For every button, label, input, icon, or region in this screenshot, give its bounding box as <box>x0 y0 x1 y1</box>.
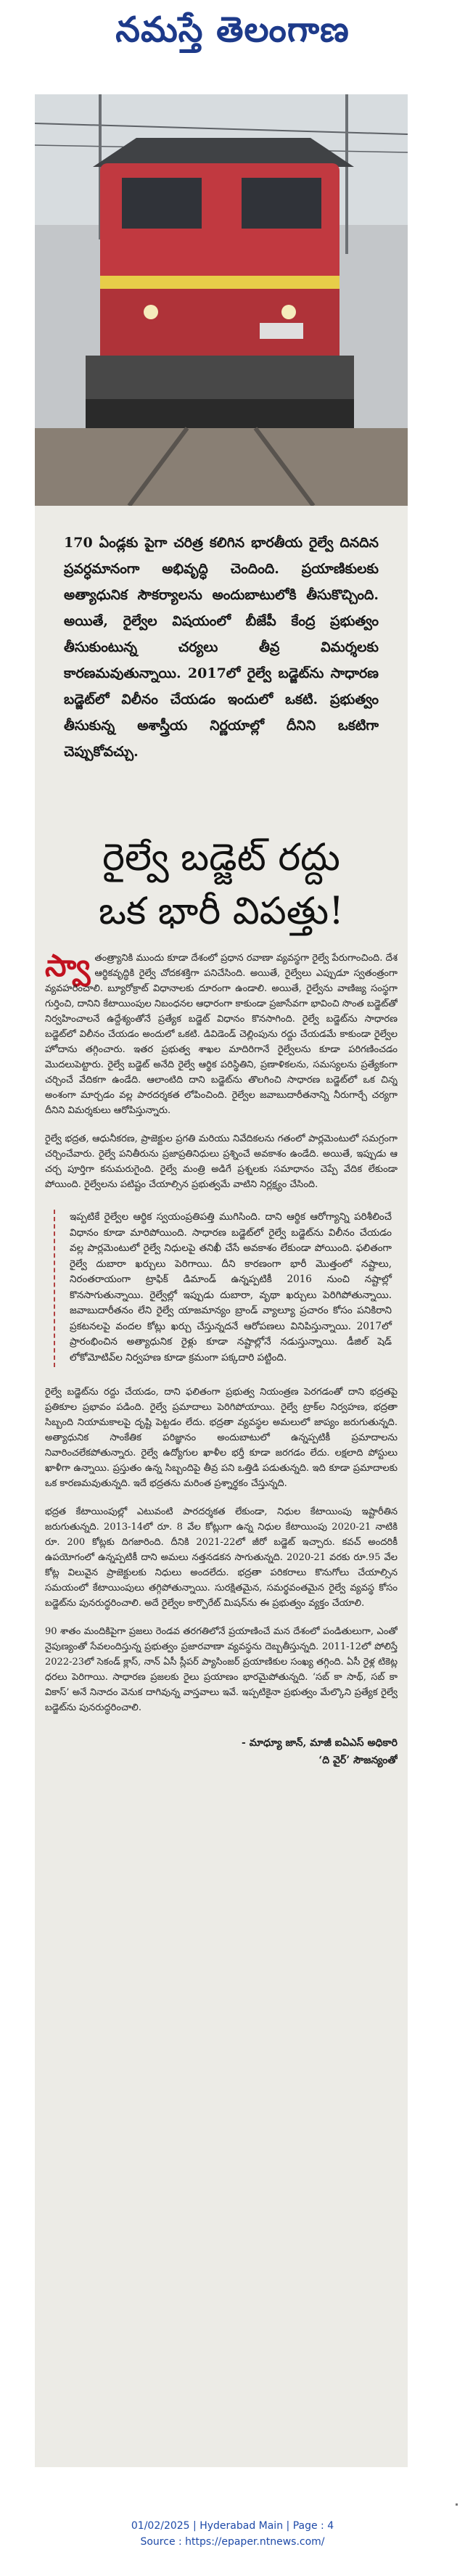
page-mark <box>456 2503 458 2506</box>
byline-author: - మాధ్యూ జాన్‌, మాజీ ఐఏఎస్‌ అధికారి <box>242 1737 398 1749</box>
byline <box>45 1734 398 1769</box>
footer-edition-info: 01/02/2025 | Hyderabad Main | Page : 4 <box>131 2520 334 2532</box>
body-paragraph-1-text: తంత్ర్యానికి ముందు కూడా దేశంలో ప్రధాన రవాణా వ్యవస్థగా రైల్వే పేరుగాంచింది. దేశ ఆర్థికవృద్ధికి రైల్వే చోదకశక్తిగా పనిచేసింది. అయితే, రైల్వేలు ఎప్పుడూ స్వతంత్రంగా వ్యవహరించాలి. బ్యూరోక్రాట్‌ విధానాలకు దూరంగా ఉండాలి. అయితే, రైల్వేను వాణిజ్య సంస్థగా గుర్తించి, దానిని కేటాయింపుల నిబంధనల ఆధారంగా కాకుండా ప్రజాసేవగా భావించి సొంత బడ్జెట్‌తో నిర్వహించాలనే ఉద్దేశ్యంతోనే ప్రత్యేక బడ్జెట్‌ విధానం కొనసాగింది. రైల్వే బడ్జెట్‌ను సాధారణ బడ్జెట్‌లో విలీనం చేయడం అందులో ఒకటి. డివిడెండ్‌ చెల్లింపును రద్దు చేయడమే కాకుండా రైల్వేల హోదాను తగ్గించారు. ఇతర ప్రభుత్వ శాఖల మాదిరిగానే రైల్వేలను కూడా పరిగణించడం మొదలుపెట్టారు. రైల్వే బడ్జెట్‌ అనేది రైల్వే ఆర్థిక పరిస్థితిని, ప్రణాళికలను, సమస్యలను ప్రత్యేకంగా చర్చించే వేదికగా ఉండేది. ఆలాంటిది దాని బడ్జెట్‌ను తొలగించి సాధారణ బడ్జెట్‌లో ఒక చిన్న అంశంగా మార్చడం వల్ల పారదర్శకత లోపించింది. రైల్వేల జవాబుదారీతనాన్ని నీరుగార్చే చర్యగా దీనిని విమర్శకులు ఆరోపిస్తున్నారు. <box>45 953 398 1116</box>
body-paragraph-2: రైల్వే భద్రత, ఆధునీకరణ, ప్రాజెక్టుల ప్రగతి మరియు నివేదికలను గతంలో పార్లమెంటులో సమగ్రంగా చర్చించేవారు. రైల్వే పనితీరును ప్రజాప్రతినిధులు ప్రశ్నించే అవకాశం ఉండేది. అయితే, ఇప్పుడు ఆ చర్చ పూర్తిగా కనుమరుగైంది. రైల్వే మంత్రి అడిగే ప్రశ్నలకు సమాధానం చెప్పే వేదిక లేకుండా పోయింది. రైల్వేలను పటిష్టం చేయాల్సిన ప్రభుత్వమే వాటిని నిర్లక్ష్యం చేసింది. <box>45 1133 398 1190</box>
headline-line-1: రైల్వే బడ్జెట్‌ రద్దు <box>102 835 340 879</box>
newspaper-logo: నమస్తే తెలంగాణ <box>115 9 350 50</box>
lead-paragraph <box>64 530 379 765</box>
lead-text: 170 ఏండ్లకు పైగా చరిత్ర కలిగిన భారతీయ రైల్వే దినదిన ప్రవర్ధమానంగా అభివృద్ధి చెందింది. ప్రయాణికులకు అత్యాధునిక సౌకర్యాలను అందుబాటులోకి తీసుకొచ్చింది. అయితే, రైల్వేల విషయంలో బీజేపీ కేంద్ర ప్రభుత్వం తీసుకుంటున్న చర్యలు తీవ్ర విమర్శలకు కారణమవుతున్నాయి. 2017లో రైల్వే బడ్జెట్‌ను సాధారణ బడ్జెట్‌లో విలీనం చేయడం ఇందులో ఒకటి. ప్రభుత్వం తీసుకున్న అశాస్త్రీయ నిర్ణయాల్లో దీనిని ఒకటిగా చెప్పుకోవచ్చు. <box>64 535 379 760</box>
highlight-box <box>45 1205 398 1371</box>
body-paragraph-3: రైల్వే బడ్జెట్‌ను రద్దు చేయడం, దాని ఫలితంగా ప్రభుత్వ నియంత్రణ పెరగడంతో దాని భద్రతపై ప్రతికూల ప్రభావం పడింది. రైల్వే ప్రమాదాలు పెరిగిపోయాయి. రైల్వే ట్రాక్‌ల నిర్వహణ, భద్రతా సిబ్బంది నియామకాలపై దృష్టి పెట్టడం లేదు. భద్రతా వ్యవస్థల అమలులో జాప్యం జరుగుతున్నది. అత్యాధునిక సాంకేతిక పరిజ్ఞానం అందుబాటులో ఉన్నప్పటికీ ప్రమాదాలను నివారించలేకపోతున్నారు. రైల్వే ఉద్యోగుల ఖాళీల భర్తీ కూడా జరగడం లేదు. లక్షలాది పోస్టులు ఖాళీగా ఉన్నాయి. ప్రస్తుతం ఉన్న సిబ్బందిపై తీవ్ర పని ఒత్తిడి పడుతున్నది. ఇది కూడా ప్రమాదాలకు ఒక కారణమవుతున్నది. ఇదే భద్రతను మరింత ప్రశ్నార్థకం చేస్తున్నది. <box>45 1387 398 1489</box>
article-clipping <box>35 94 408 2467</box>
article-body <box>45 951 398 2431</box>
train-photo <box>35 94 408 506</box>
highlight-box-text: ఇప్పటికే రైల్వేల ఆర్థిక స్వయంప్రతిపత్తి ముగిసింది. దాని ఆర్థిక ఆరోగ్యాన్ని పరిశీలించే విధానం కూడా మారిపోయింది. సాధారణ బడ్జెట్‌లో రైల్వే బడ్జెట్‌ను విలీనం చేయడం వల్ల పార్లమెంటులో రైల్వే నిధులపై తనిఖీ చేసే అవకాశం లేకుండా పోయింది. ఫలితంగా రైల్వే దుబారా ఖర్చులు పెరిగాయి. దీని కారణంగా భారీ మొత్తంలో నష్టాలు, నిరంతరాయంగా ట్రాఫిక్‌ డిమాండ్‌ ఉన్నప్పటికీ 2016 నుంచి నష్టాల్లో కొనసాగుతున్నాయి. రైల్వేల్లో ఇప్పుడు దుబారా, వృథా ఖర్చులు పెరిగిపోతున్నాయి. జవాబుదారీతనం లేని రైల్వే యాజమాన్యం బ్రాండ్‌ వ్యాల్యూ ప్రచారం కోసం పనికిరాని ప్రకటనలపై వందల కోట్లు ఖర్చు చేస్తున్నదనే ఆరోపణలు వినిపిస్తున్నాయి. 2017లో ప్రారంభించిన అత్యాధునిక రైళ్లు కూడా నష్టాల్లోనే నడుస్తున్నాయి. డీజిల్‌ షెడ్‌ లోకోమోటివ్‌ల నిర్వహణ కూడా క్రమంగా పక్కదారి పట్టింది. <box>70 1211 392 1363</box>
footer-source-link[interactable]: Source : https://epaper.ntnews.com/ <box>140 2536 325 2548</box>
drop-cap: స్వా <box>45 951 91 983</box>
page-footer <box>0 2518 465 2550</box>
body-paragraph-5: 90 శాతం మందికిపైగా ప్రజలు రెండవ తరగతిలోనే ప్రయాణించే మన దేశంలో పండితులుగా, ఎంతో నైపుణ్యంతో సేవలందిస్తున్న ప్రభుత్వం ప్రజారవాణా వ్యవస్థను దెబ్బతీస్తున్నది. 2011-12లో పోలిస్తే 2022-23లో సెకండ్‌ క్లాస్‌, నాన్‌ ఏసీ స్లీపర్‌ ప్యాసింజర్‌ ప్రయాణికుల సంఖ్య తగ్గింది. ఏసీ రైళ్ల టికెట్ల ధరలు పెరిగాయి. సాధారణ ప్రజలకు రైలు ప్రయాణం భారమైపోతున్నది. ‘సబ్‌ కా సాథ్‌, సబ్‌ కా వికాస్‌’ అనే నినాదం వెనుక దాగివున్న వాస్తవాలు ఇవే. ఇప్పటికైనా ప్రభుత్వం మేల్కొని ప్రత్యేక రైల్వే బడ్జెట్‌ను పునరుద్ధరించాలి. <box>45 1626 398 1713</box>
body-paragraph-1 <box>45 951 398 1118</box>
masthead <box>0 0 465 70</box>
headline <box>44 831 399 938</box>
byline-source: ‘ది వైర్‌’ సౌజన్యంతో <box>318 1755 398 1766</box>
body-paragraph-4: భద్రత కేటాయింపుల్లో ఎటువంటి పారదర్శకత లేకుండా, నిధుల కేటాయింపు ఇష్టారీతిన జరుగుతున్నది. 2013-14లో రూ. 8 వేల కోట్లుగా ఉన్న నిధుల కేటాయింపు 2020-21 నాటికి రూ. 200 కోట్లకు దిగజారింది. దీనికి 2021-22లో జీరో బడ్జెట్‌ ఇచ్చారు. కవచ్‌ అందరికీ ఉపయోగంలో ఉన్నప్పటికీ దాని అమలు నత్తనడకన సాగుతున్నది. 2020-21 వరకు రూ.95 వేల కోట్ల విలువైన ప్రాజెక్టులకు నిధులు అందలేదు. భద్రతా పరికరాలు కొనుగోలు చేయాల్సిన సమయంలో కేటాయింపులు తగ్గిపోతున్నాయి. సురక్షితమైన, సమర్థవంతమైన రైల్వే వ్యవస్థ కోసం బడ్జెట్‌ను పునరుద్ధరించాలి. అదే రైల్వేల కార్పొరేట్‌ మిషన్‌ను ఈ ప్రభుత్వం వ్యక్తం చేయాలి. <box>45 1506 398 1609</box>
headline-line-2: ఒక భారీ విపత్తు! <box>98 889 345 933</box>
